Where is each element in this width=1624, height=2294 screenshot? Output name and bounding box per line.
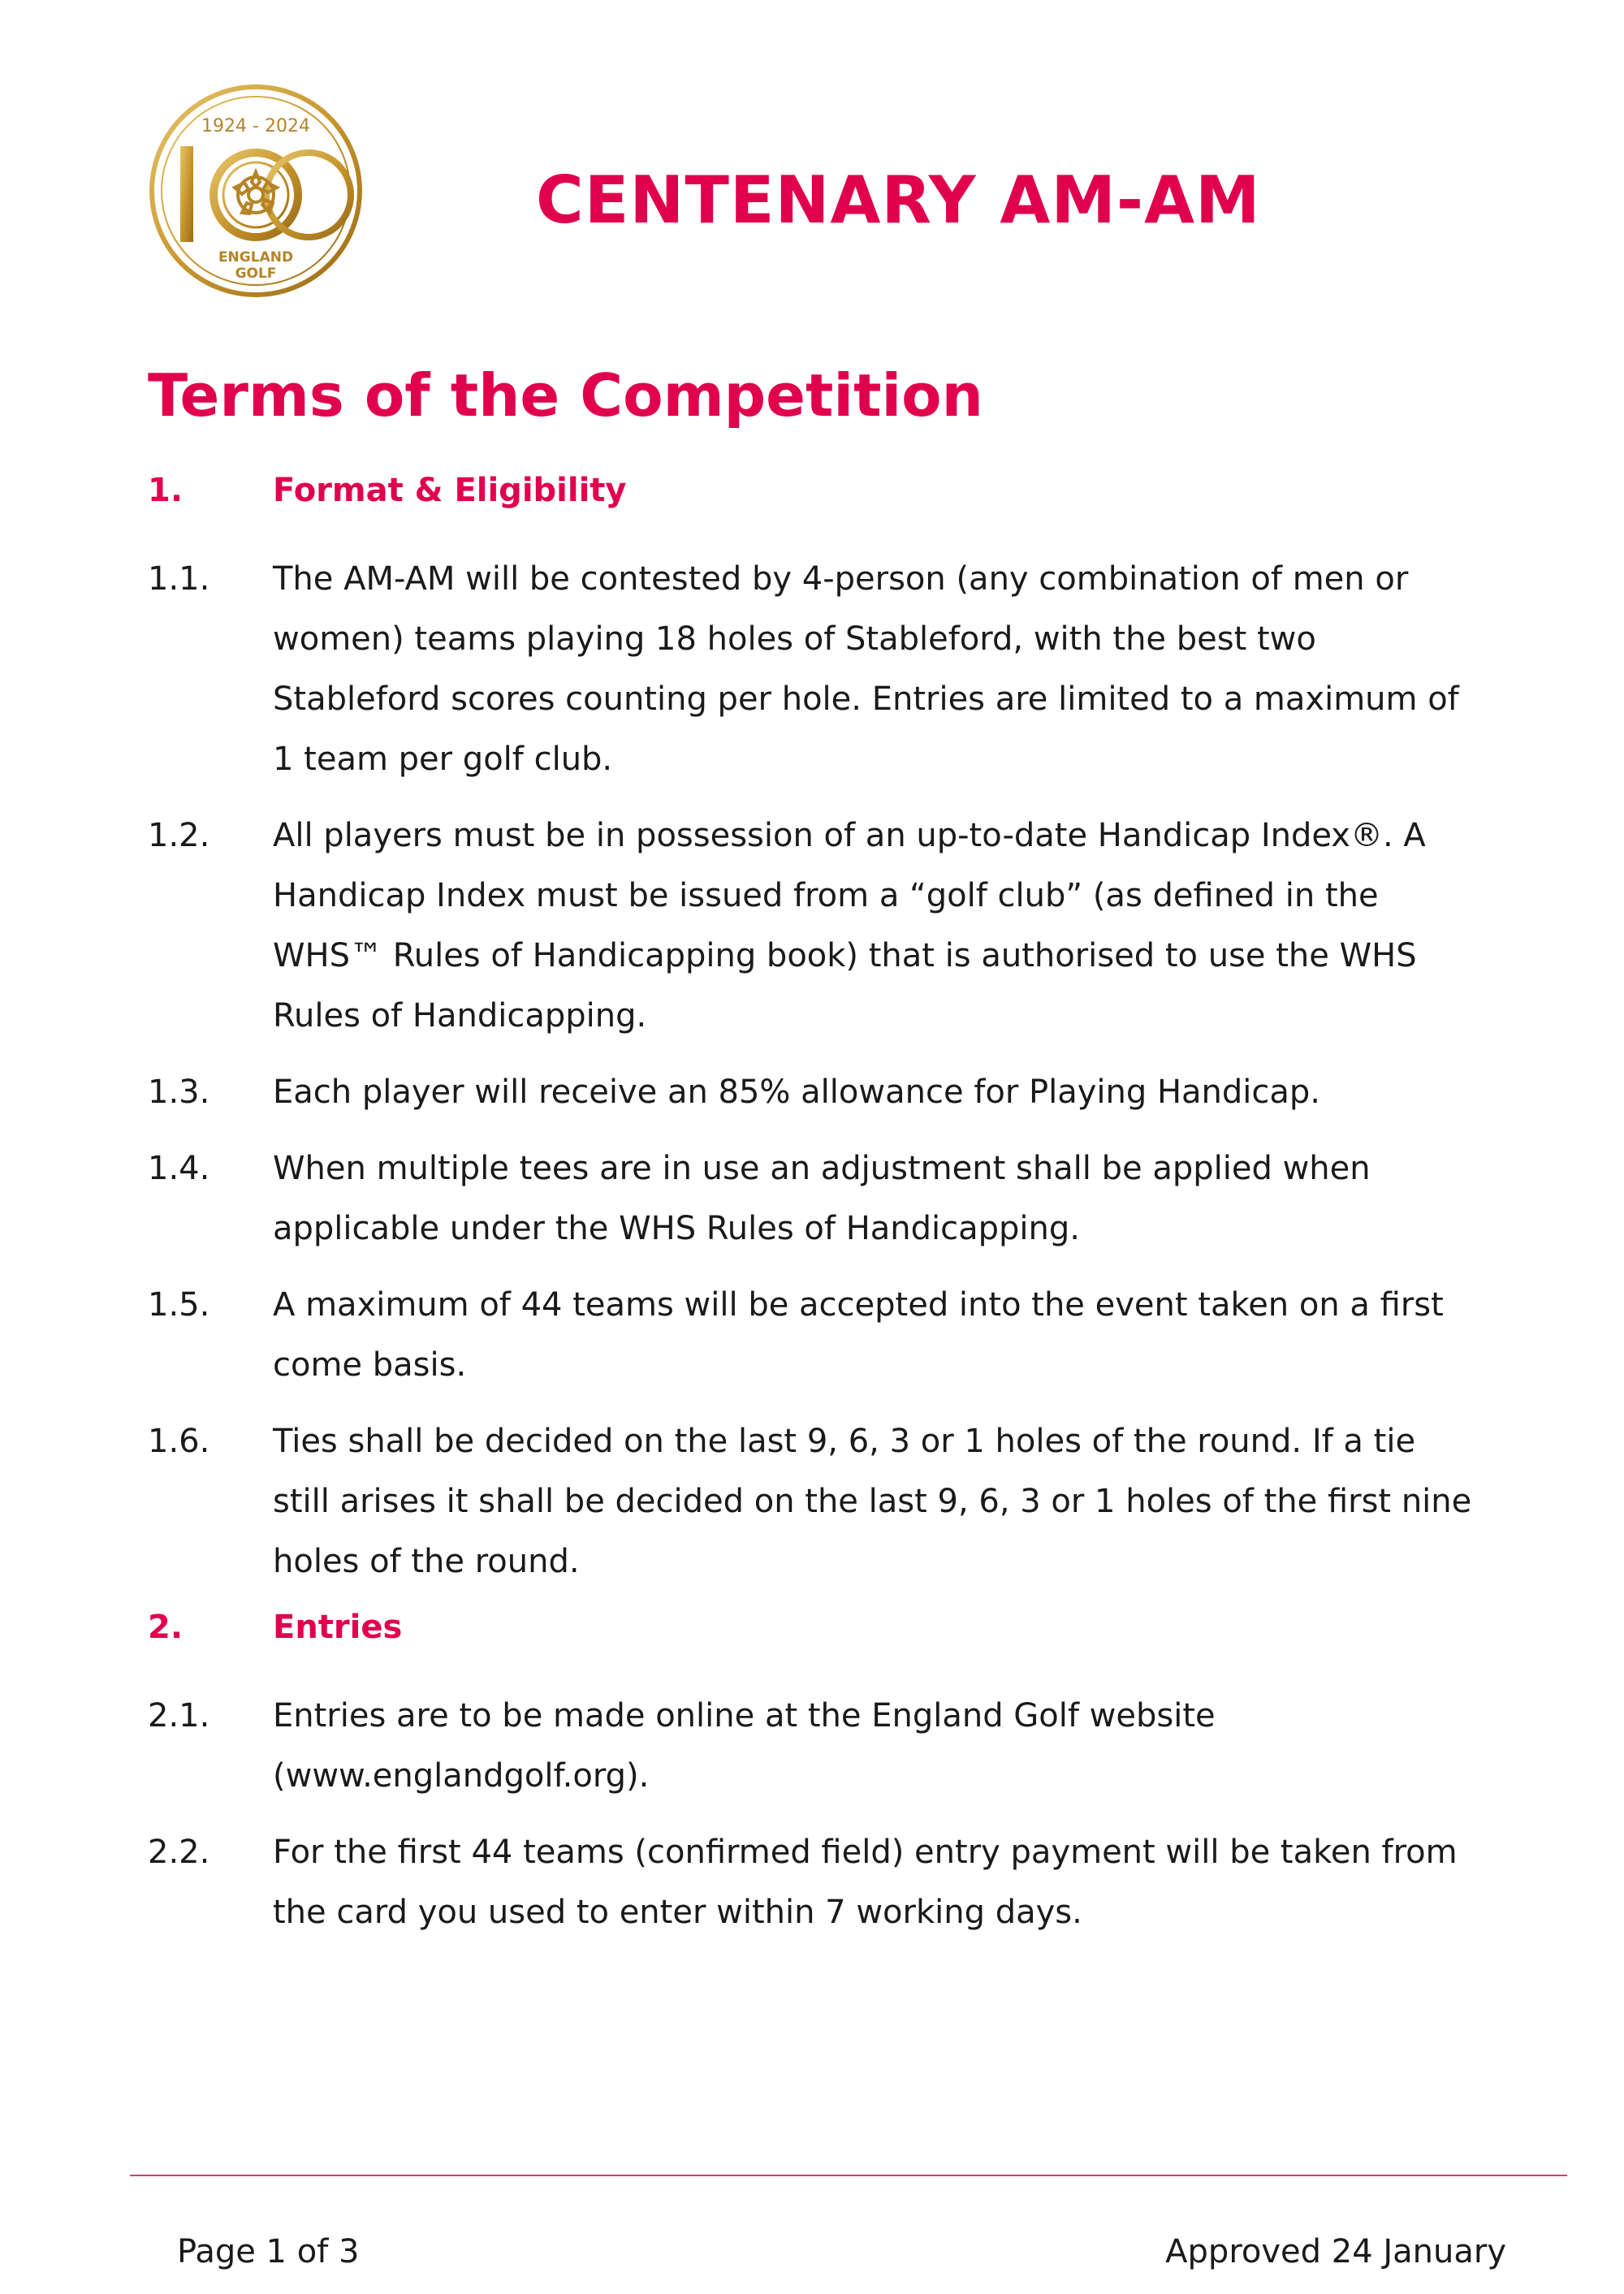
clause (148, 549, 1496, 789)
terms-content (148, 471, 1496, 1959)
section-header (148, 1608, 1496, 1647)
clause-number: 1.5. (148, 1286, 210, 1324)
section-title: Format & Eligibility (273, 472, 627, 509)
clause-number: 1.1. (148, 560, 210, 598)
clause-number: 1.3. (148, 1074, 210, 1111)
clause-text: The AM-AM will be contested by 4-person (any combination of men or women) teams playing 18 holes of Stableford, with the best two Stableford scores counting per hole. Entries are limited to a maximum of 1 team per golf club. (273, 560, 1459, 778)
clause (148, 1686, 1496, 1806)
clause-number: 2.2. (148, 1834, 210, 1871)
clause-text: For the first 44 teams (confirmed field) entry payment will be taken from the card you used to enter within 7 working days. (273, 1834, 1458, 1931)
clause (148, 1138, 1496, 1259)
section-title: Entries (273, 1609, 403, 1646)
footer-divider (130, 2175, 1567, 2176)
logo-years: 1924 - 2024 (201, 116, 310, 136)
clause (148, 1411, 1496, 1592)
approval-date: Approved 24 January (1165, 2233, 1506, 2270)
page-heading: Terms of the Competition (148, 361, 983, 430)
section-number: 1. (148, 472, 184, 509)
clause (148, 1822, 1496, 1942)
clause-text: Each player will receive an 85% allowance for Playing Handicap. (273, 1074, 1321, 1111)
clause (148, 806, 1496, 1046)
clause-text: Entries are to be made online at the England Golf website (www.englandgolf.org). (273, 1697, 1216, 1795)
logo-org-line1: ENGLAND (218, 249, 294, 266)
clause-number: 1.2. (148, 817, 210, 854)
clause (148, 1062, 1496, 1122)
clause (148, 1275, 1496, 1395)
england-golf-centenary-logo (146, 81, 365, 300)
logo-org-line2: GOLF (235, 266, 277, 282)
clause-text: When multiple tees are in use an adjustment shall be applied when applicable under the WHS Rules of Handicapping. (273, 1150, 1371, 1247)
section-header (148, 471, 1496, 510)
clause-text: Ties shall be decided on the last 9, 6, 3 or 1 holes of the round. If a tie still arises it shall be decided on the last 9, 6, 3 or 1 holes of the first nine holes of the round. (273, 1423, 1472, 1580)
section-number: 2. (148, 1609, 184, 1646)
clause-text: A maximum of 44 teams will be accepted into the event taken on a first come basis. (273, 1286, 1444, 1384)
clause-number: 1.6. (148, 1423, 210, 1460)
clause-text: All players must be in possession of an up-to-date Handicap Index®. A Handicap Index must be issued from a “golf club” (as defined in the WHS™ Rules of Handicapping book) that is authorised to use the WHS Rules of Handicapping. (273, 817, 1426, 1035)
clause-number: 1.4. (148, 1150, 210, 1187)
page-number: Page 1 of 3 (177, 2233, 360, 2270)
clause-number: 2.1. (148, 1697, 210, 1735)
document-title: CENTENARY AM-AM (536, 162, 1261, 238)
